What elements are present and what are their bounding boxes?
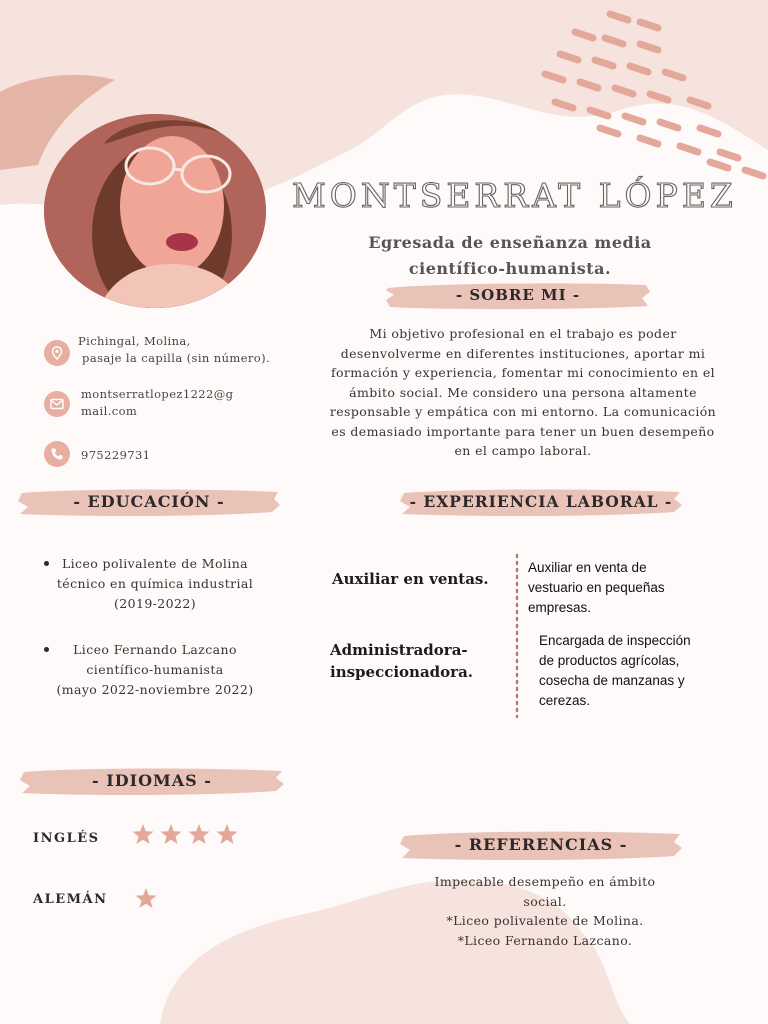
decorative-dash: [745, 170, 763, 176]
star-icon: [217, 824, 238, 844]
job-description-2: Encargada de inspección de productos agrícolas, cosecha de manzanas y cerezas.: [539, 633, 691, 708]
decorative-dash: [600, 128, 618, 134]
german-rating: [135, 887, 159, 915]
decorative-dash: [640, 138, 658, 144]
job-title-2: Administradora- inspeccionadora.: [330, 641, 474, 681]
star-icon: [161, 824, 182, 844]
contact-email[interactable]: montserratlopez1222@g mail.com: [81, 387, 234, 418]
education-heading-brush: [16, 486, 282, 520]
decorative-dash: [700, 128, 718, 134]
education-heading: - EDUCACIÓN -: [73, 492, 225, 511]
phone-icon: [44, 441, 70, 467]
language-german: ALEMÁN: [33, 892, 108, 907]
decorative-dash: [710, 162, 728, 168]
references-heading: - REFERENCIAS -: [454, 835, 628, 854]
job-description-1: Auxiliar en venta de vestuario en pequeñas empresas.: [528, 560, 665, 615]
education-item-1: Liceo polivalente de Molina técnico en química industrial (2019-2022): [56, 556, 254, 611]
experience-divider: [514, 553, 520, 719]
candidate-subtitle: Egresada de enseñanza media científico-humanista.: [368, 233, 652, 278]
profile-photo: [44, 114, 266, 308]
star-icon: [136, 888, 157, 908]
experience-heading: - EXPERIENCIA LABORAL -: [409, 492, 673, 511]
experience-heading-brush: [398, 486, 684, 520]
star-icon: [189, 824, 210, 844]
about-heading-brush: [384, 280, 652, 312]
star-icon: [133, 824, 154, 844]
about-heading: - SOBRE MI -: [455, 286, 581, 304]
english-rating: [132, 823, 242, 851]
education-item-2: Liceo Fernando Lazcano científico-humanista (mayo 2022-noviembre 2022): [56, 642, 254, 697]
language-english: INGLÉS: [33, 831, 100, 846]
languages-heading: - IDIOMAS -: [92, 771, 212, 790]
candidate-name: MONTSERRAT LÓPEZ: [292, 176, 737, 215]
decorative-dash: [680, 146, 698, 152]
decorative-dash: [720, 152, 738, 158]
contact-address: Pichingal, Molina, pasaje la capilla (sin número).: [78, 334, 271, 365]
contact-phone[interactable]: 975229731: [81, 448, 151, 462]
references-heading-brush: [398, 828, 684, 864]
job-title-1: Auxiliar en ventas.: [332, 570, 489, 588]
decorative-dash: [660, 122, 678, 128]
mail-icon: [44, 391, 70, 417]
decorative-dash: [625, 116, 643, 122]
references-text: Impecable desempeño en ámbito social. *Liceo polivalente de Molina. *Liceo Fernando Lazcano.: [434, 874, 656, 948]
location-pin-icon: [44, 340, 70, 366]
languages-heading-brush: [18, 765, 286, 799]
about-text: Mi objetivo profesional en el trabajo es poder desenvolverme en diferentes instituciones, aportar mi formación y experiencia, fomentar mi conocimiento en el ámbito social. Me considero una persona altamente responsable y empática con mi entorno. La comunicación es demasiado importante para tener un buen desempeño en el campo laboral.: [329, 326, 717, 458]
